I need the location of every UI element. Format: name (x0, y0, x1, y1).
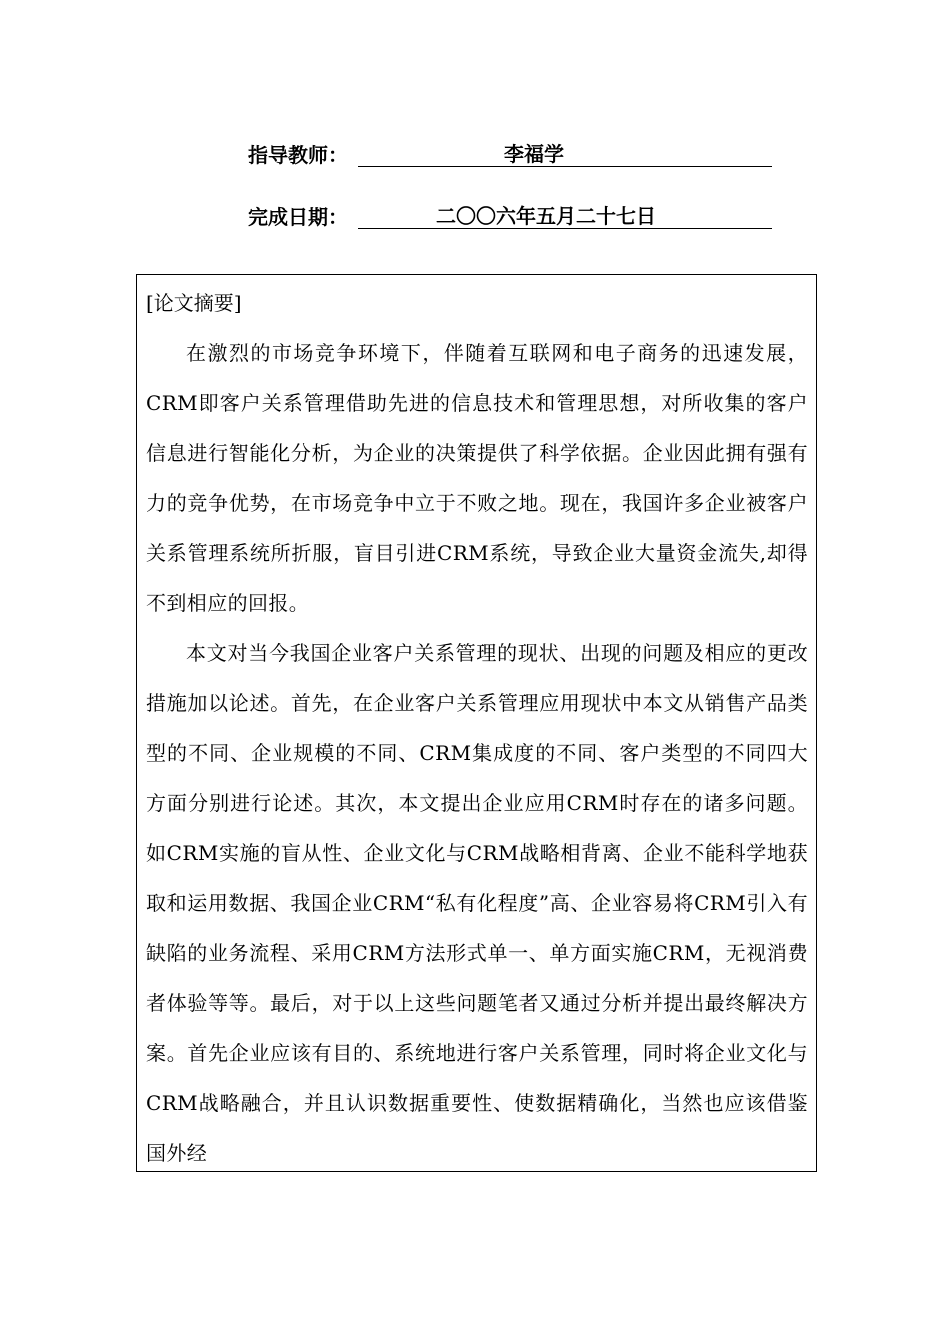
advisor-label: 指导教师： (248, 143, 348, 167)
abstract-paragraph: 在激烈的市场竞争环境下，伴随着互联网和电子商务的迅速发展，CRM即客户关系管理借助先进的信息技术和管理思想，对所收集的客户信息进行智能化分析，为企业的决策提供了科学依据。企业因此拥有强有力的竞争优势，在市场竞争中立于不败之地。现在，我国许多企业被客户关系管理系统所折服，盲目引进CRM系统，导致企业大量资金流失,却得不到相应的回报。 (146, 341, 808, 615)
abstract-box (136, 274, 817, 1172)
abstract-heading: [论文摘要] (146, 291, 242, 315)
completion-date-value: 二〇〇六年五月二十七日 (358, 204, 772, 229)
abstract-paragraph: 本文对当今我国企业客户关系管理的现状、出现的问题及相应的更改措施加以论述。首先，在企业客户关系管理应用现状中本文从销售产品类型的不同、企业规模的不同、CRM集成度的不同、客户类型的不同四大方面分别进行论述。其次，本文提出企业应用CRM时存在的诸多问题。如CRM实施的盲从性、企业文化与CRM战略相背离、企业不能科学地获取和运用数据、我国企业CRM“私有化程度”高、企业容易将CRM引入有缺陷的业务流程、采用CRM方法形式单一、单方面实施CRM，无视消费者体验等等。最后，对于以上这些问题笔者又通过分析并提出最终解决方案。首先企业应该有目的、系统地进行客户关系管理，同时将企业文化与CRM战略融合，并且认识数据重要性、使数据精确化，当然也应该借鉴国外经 (146, 641, 808, 1165)
advisor-value: 李福学 (358, 142, 772, 167)
completion-date-field (248, 199, 772, 229)
completion-date-label: 完成日期： (248, 205, 348, 229)
abstract-body (146, 328, 808, 1172)
advisor-field (248, 137, 772, 167)
